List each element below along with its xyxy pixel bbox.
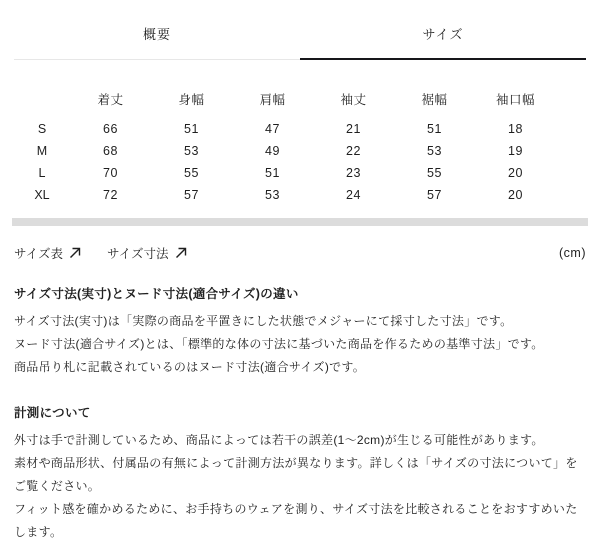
section-paragraph: サイズ寸法(実寸)は「実際の商品を平置きにした状態でメジャーにて採寸した寸法」です。	[14, 314, 513, 328]
tab-overview[interactable]	[14, 16, 300, 60]
section-size-definitions	[14, 284, 586, 379]
cell-value: 51	[184, 122, 199, 136]
external-link-icon	[69, 247, 81, 259]
link-size-measurements-label: サイズ寸法	[107, 247, 169, 261]
link-size-chart-label: サイズ表	[14, 247, 64, 261]
cell-value: 66	[103, 122, 118, 136]
cell-value: 53	[184, 144, 199, 158]
row-size-label: L	[38, 166, 46, 180]
unit-label: (cm)	[559, 246, 586, 260]
cell-value: 47	[265, 122, 280, 136]
cell-value: 21	[346, 122, 361, 136]
cell-value: 57	[184, 188, 199, 202]
tab-overview-label: 概要	[142, 27, 171, 42]
tab-size[interactable]	[300, 16, 586, 60]
cell-value: 51	[265, 166, 280, 180]
cell-value: 72	[103, 188, 118, 202]
size-table	[14, 90, 586, 206]
column-header: 袖口幅	[495, 93, 535, 107]
cell-value: 51	[427, 122, 442, 136]
section-paragraph: ヌード寸法(適合サイズ)とは、「標準的な体の寸法に基づいた商品を作るための基準寸法」です。	[14, 337, 544, 351]
table-links-row	[14, 244, 586, 262]
row-size-label: S	[37, 122, 47, 136]
tab-size-label: サイズ	[422, 27, 464, 42]
row-size-label: XL	[34, 188, 50, 202]
cell-value: 53	[265, 188, 280, 202]
row-size-label: M	[36, 144, 48, 158]
cell-value: 55	[184, 166, 199, 180]
section-paragraph: フィット感を確かめるために、お手持ちのウェアを測り、サイズ寸法を比較されることをおすすめいたします。	[14, 502, 578, 539]
table-scrollbar[interactable]	[12, 218, 588, 226]
cell-value: 49	[265, 144, 280, 158]
section-paragraph: 商品吊り札に記載されているのはヌード寸法(適合サイズ)です。	[14, 360, 366, 374]
cell-value: 19	[508, 144, 523, 158]
column-header: 裾幅	[421, 93, 448, 107]
cell-value: 20	[508, 188, 523, 202]
cell-value: 57	[427, 188, 442, 202]
size-table-header-row	[14, 90, 586, 108]
link-size-chart[interactable]	[14, 244, 81, 262]
section-paragraph: 素材や商品形状、付属品の有無によって計測方法が異なります。詳しくは「サイズの寸法について」をご覧ください。	[14, 456, 578, 493]
section-paragraph: 外寸は手で計測しているため、商品によっては若干の誤差(1〜2cm)が生じる可能性があります。	[14, 433, 544, 447]
table-row	[14, 140, 586, 162]
column-header: 肩幅	[259, 93, 286, 107]
column-header: 着丈	[97, 93, 124, 107]
section-measurement-notes	[14, 403, 586, 544]
cell-value: 68	[103, 144, 118, 158]
cell-value: 22	[346, 144, 361, 158]
cell-value: 55	[427, 166, 442, 180]
table-row	[14, 184, 586, 206]
tab-bar	[14, 16, 586, 60]
cell-value: 23	[346, 166, 361, 180]
column-header: 身幅	[178, 93, 205, 107]
column-header: 袖丈	[340, 93, 367, 107]
section-heading: サイズ寸法(実寸)とヌード寸法(適合サイズ)の違い	[14, 287, 299, 301]
external-link-icon	[175, 247, 187, 259]
cell-value: 53	[427, 144, 442, 158]
cell-value: 24	[346, 188, 361, 202]
table-row	[14, 162, 586, 184]
link-size-measurements[interactable]	[107, 244, 187, 262]
cell-value: 18	[508, 122, 523, 136]
cell-value: 20	[508, 166, 523, 180]
section-heading: 計測について	[14, 406, 91, 420]
table-row	[14, 118, 586, 140]
cell-value: 70	[103, 166, 118, 180]
